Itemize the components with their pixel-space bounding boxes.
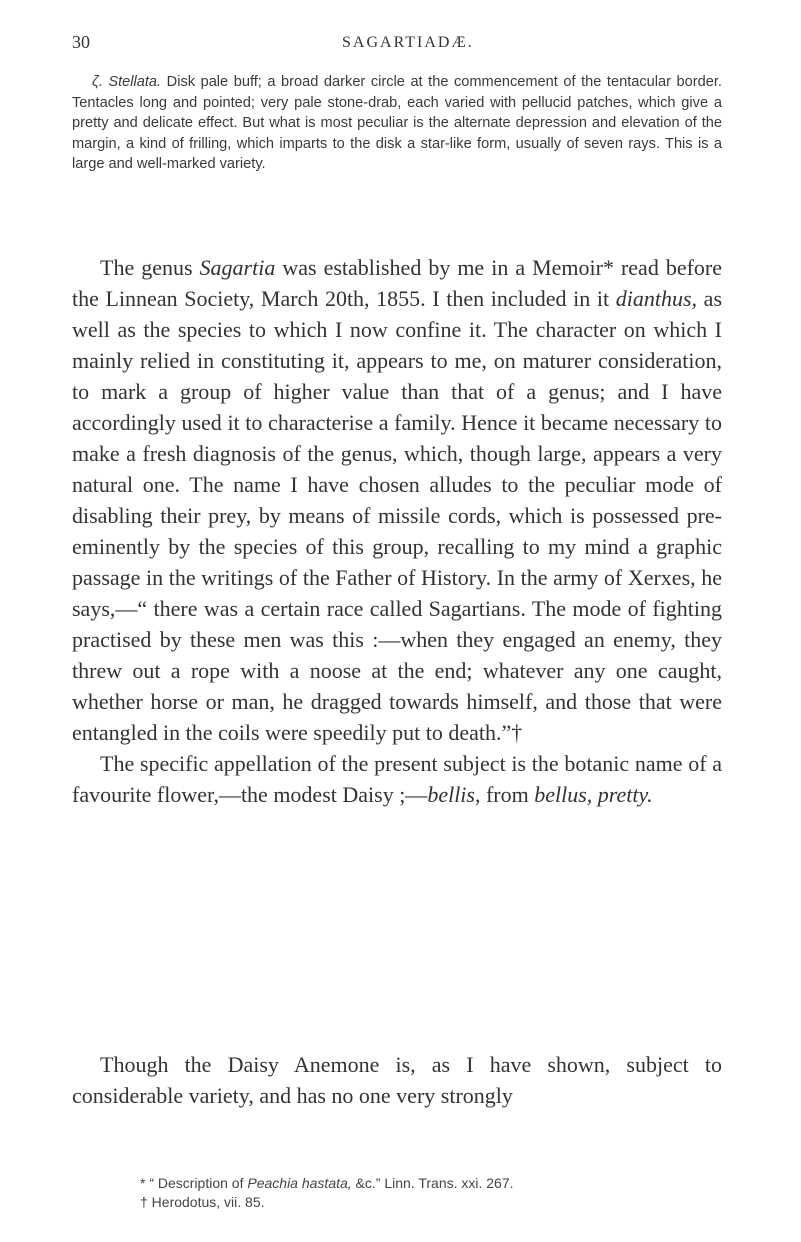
text-span: The specific appellation of the present subject is the botanic name of a favourite flower,—the modest Daisy ;— <box>72 751 722 807</box>
variety-name: Stellata. <box>108 74 162 90</box>
variety-label: ζ. <box>92 74 103 90</box>
main-paragraph-genus <box>72 252 722 810</box>
species-name: dianthus, <box>615 286 698 311</box>
page-number: 30 <box>72 32 90 52</box>
text-span: from <box>480 782 535 807</box>
text-span: * “ Description of <box>140 1175 248 1191</box>
text-span: The genus <box>100 255 200 280</box>
paragraph-genus <box>72 252 722 748</box>
main-paragraph-variety <box>72 1049 722 1111</box>
bellus-term: bellus, pretty. <box>534 782 653 807</box>
footnote-2: † Herodotus, vii. 85. <box>140 1194 265 1210</box>
running-head: SAGARTIADÆ. <box>342 34 474 51</box>
genus-name: Sagartia <box>199 255 276 280</box>
variety-description <box>72 72 722 175</box>
footnote-title: Peachia hastata, <box>247 1175 352 1191</box>
text-span: as well as the species to which I now confine it. The character on which I mainly relied in constituting it, appears to me, on maturer consideration, to mark a group of higher value than that of a genus; and I have accordingly used it to characterise a family. Hence it became necessary to make a fresh diagnosis of the genus, which, though large, appears a very natural one. The name I have chosen alludes to the peculiar mode of disabling their prey, by means of missile cords, which is possessed pre-eminently by the species of this group, recalling to my mind a graphic passage in the writings of the Father of History. In the army of Xerxes, he says,—“ there was a certain race called Sagartians. The mode of fighting practised by these men was this :—when they engaged an enemy, they threw out a rope with a noose at the end; whatever any one caught, whether horse or man, he dragged towards himself, and those that were entangled in the coils were speedily put to death.”† <box>72 286 723 745</box>
paragraph-daisy: Though the Daisy Anemone is, as I have shown, subject to considerable variety, and has no one very strongly <box>72 1052 722 1108</box>
text-span: &c.” Linn. Trans. xxi. 267. <box>351 1175 514 1191</box>
footnotes <box>72 1174 722 1212</box>
variety-text: Disk pale buff; a broad darker circle at the commencement of the tentacular border. Tentacles long and pointed; very pale stone-drab, each varied with pellucid patches, which give a pretty and delicate effect. But what is most peculiar is the alternate depression and elevation of the margin, a kind of frilling, which imparts to the disk a star-like form, usually of seven rays. This is a large and well-marked variety. <box>72 74 722 172</box>
paragraph-specific <box>72 748 722 810</box>
text-span: was established by me in a Memoir* read before the Linnean Society, March 20th, 1855. I then included in it <box>72 255 723 311</box>
page-header <box>72 32 722 56</box>
footnote-1 <box>72 1174 722 1193</box>
bellis-term: bellis, <box>427 782 481 807</box>
